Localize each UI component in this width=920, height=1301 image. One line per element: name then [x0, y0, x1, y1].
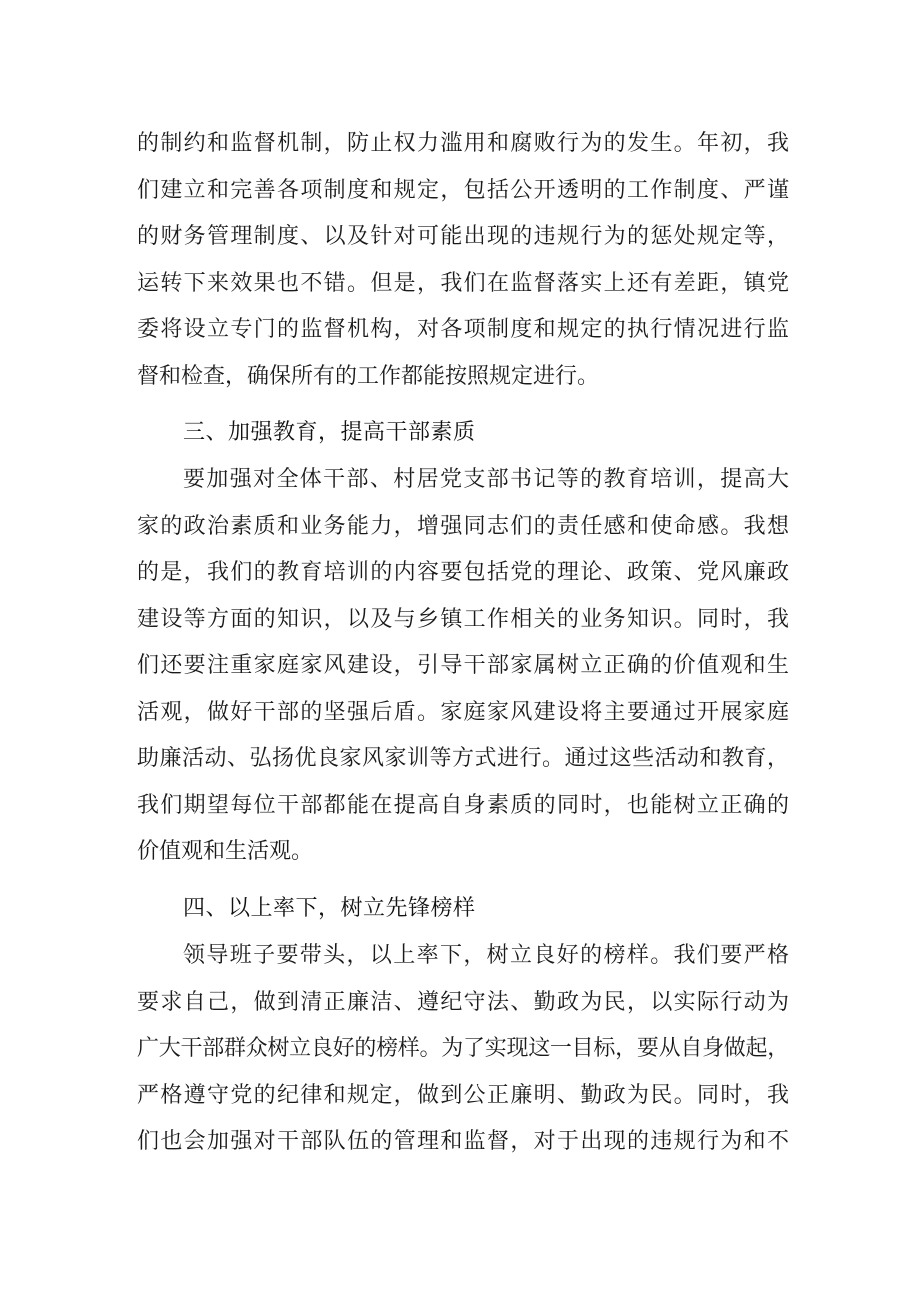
- paragraph-line: 运转下来效果也不错。但是，我们在监督落实上还有差距，镇党: [137, 270, 789, 296]
- paragraph-line: 价值观和生活观。: [137, 839, 314, 864]
- paragraph-line: 们还要注重家庭家风建设，引导干部家属树立正确的价值观和生: [137, 653, 789, 678]
- paragraph-line: 严格遵守党的纪律和规定，做到公正廉明、勤政为民。同时，我: [137, 1082, 789, 1108]
- paragraph-line: 委将设立专门的监督机构，对各项制度和规定的执行情况进行监: [137, 317, 789, 342]
- paragraph-line: 建设等方面的知识，以及与乡镇工作相关的业务知识。同时，我: [137, 606, 789, 632]
- paragraph-line: 家的政治素质和业务能力，增强同志们的责任感和使命感。我想: [137, 513, 789, 539]
- paragraph-line: 督和检查，确保所有的工作都能按照规定进行。: [137, 363, 600, 389]
- paragraph-line: 要加强对全体干部、村居党支部书记等的教育培训，提高大: [183, 467, 789, 492]
- paragraph-line: 领导班子要带头，以上率下，树立良好的榜样。我们要严格: [183, 943, 789, 968]
- paragraph-line: 们也会加强对干部队伍的管理和监督，对于出现的违规行为和不: [137, 1129, 789, 1154]
- section-heading-4: 四、以上率下，树立先锋榜样: [183, 896, 476, 921]
- paragraph-line: 我们期望每位干部都能在提高自身素质的同时，也能树立正确的: [137, 792, 789, 818]
- paragraph-line: 的制约和监督机制，防止权力滥用和腐败行为的发生。年初，我: [137, 131, 789, 156]
- paragraph-line: 要求自己，做到清正廉洁、遵纪守法、勤政为民，以实际行动为: [137, 989, 789, 1015]
- section-heading-3: 三、加强教育，提高干部素质: [183, 420, 476, 445]
- paragraph-line: 广大干部群众树立良好的榜样。为了实现这一目标，要从自身做起，: [137, 1036, 789, 1061]
- paragraph-line: 的财务管理制度、以及针对可能出现的违规行为的惩处规定等，: [137, 224, 789, 249]
- paragraph-line: 活观，做好干部的坚强后盾。家庭家风建设将主要通过开展家庭: [137, 699, 789, 725]
- paragraph-line: 助廉活动、弘扬优良家风家训等方式进行。通过这些活动和教育，: [137, 746, 789, 771]
- paragraph-line: 们建立和完善各项制度和规定，包括公开透明的工作制度、严谨: [137, 177, 789, 203]
- paragraph-line: 的是，我们的教育培训的内容要包括党的理论、政策、党风廉政: [137, 560, 789, 585]
